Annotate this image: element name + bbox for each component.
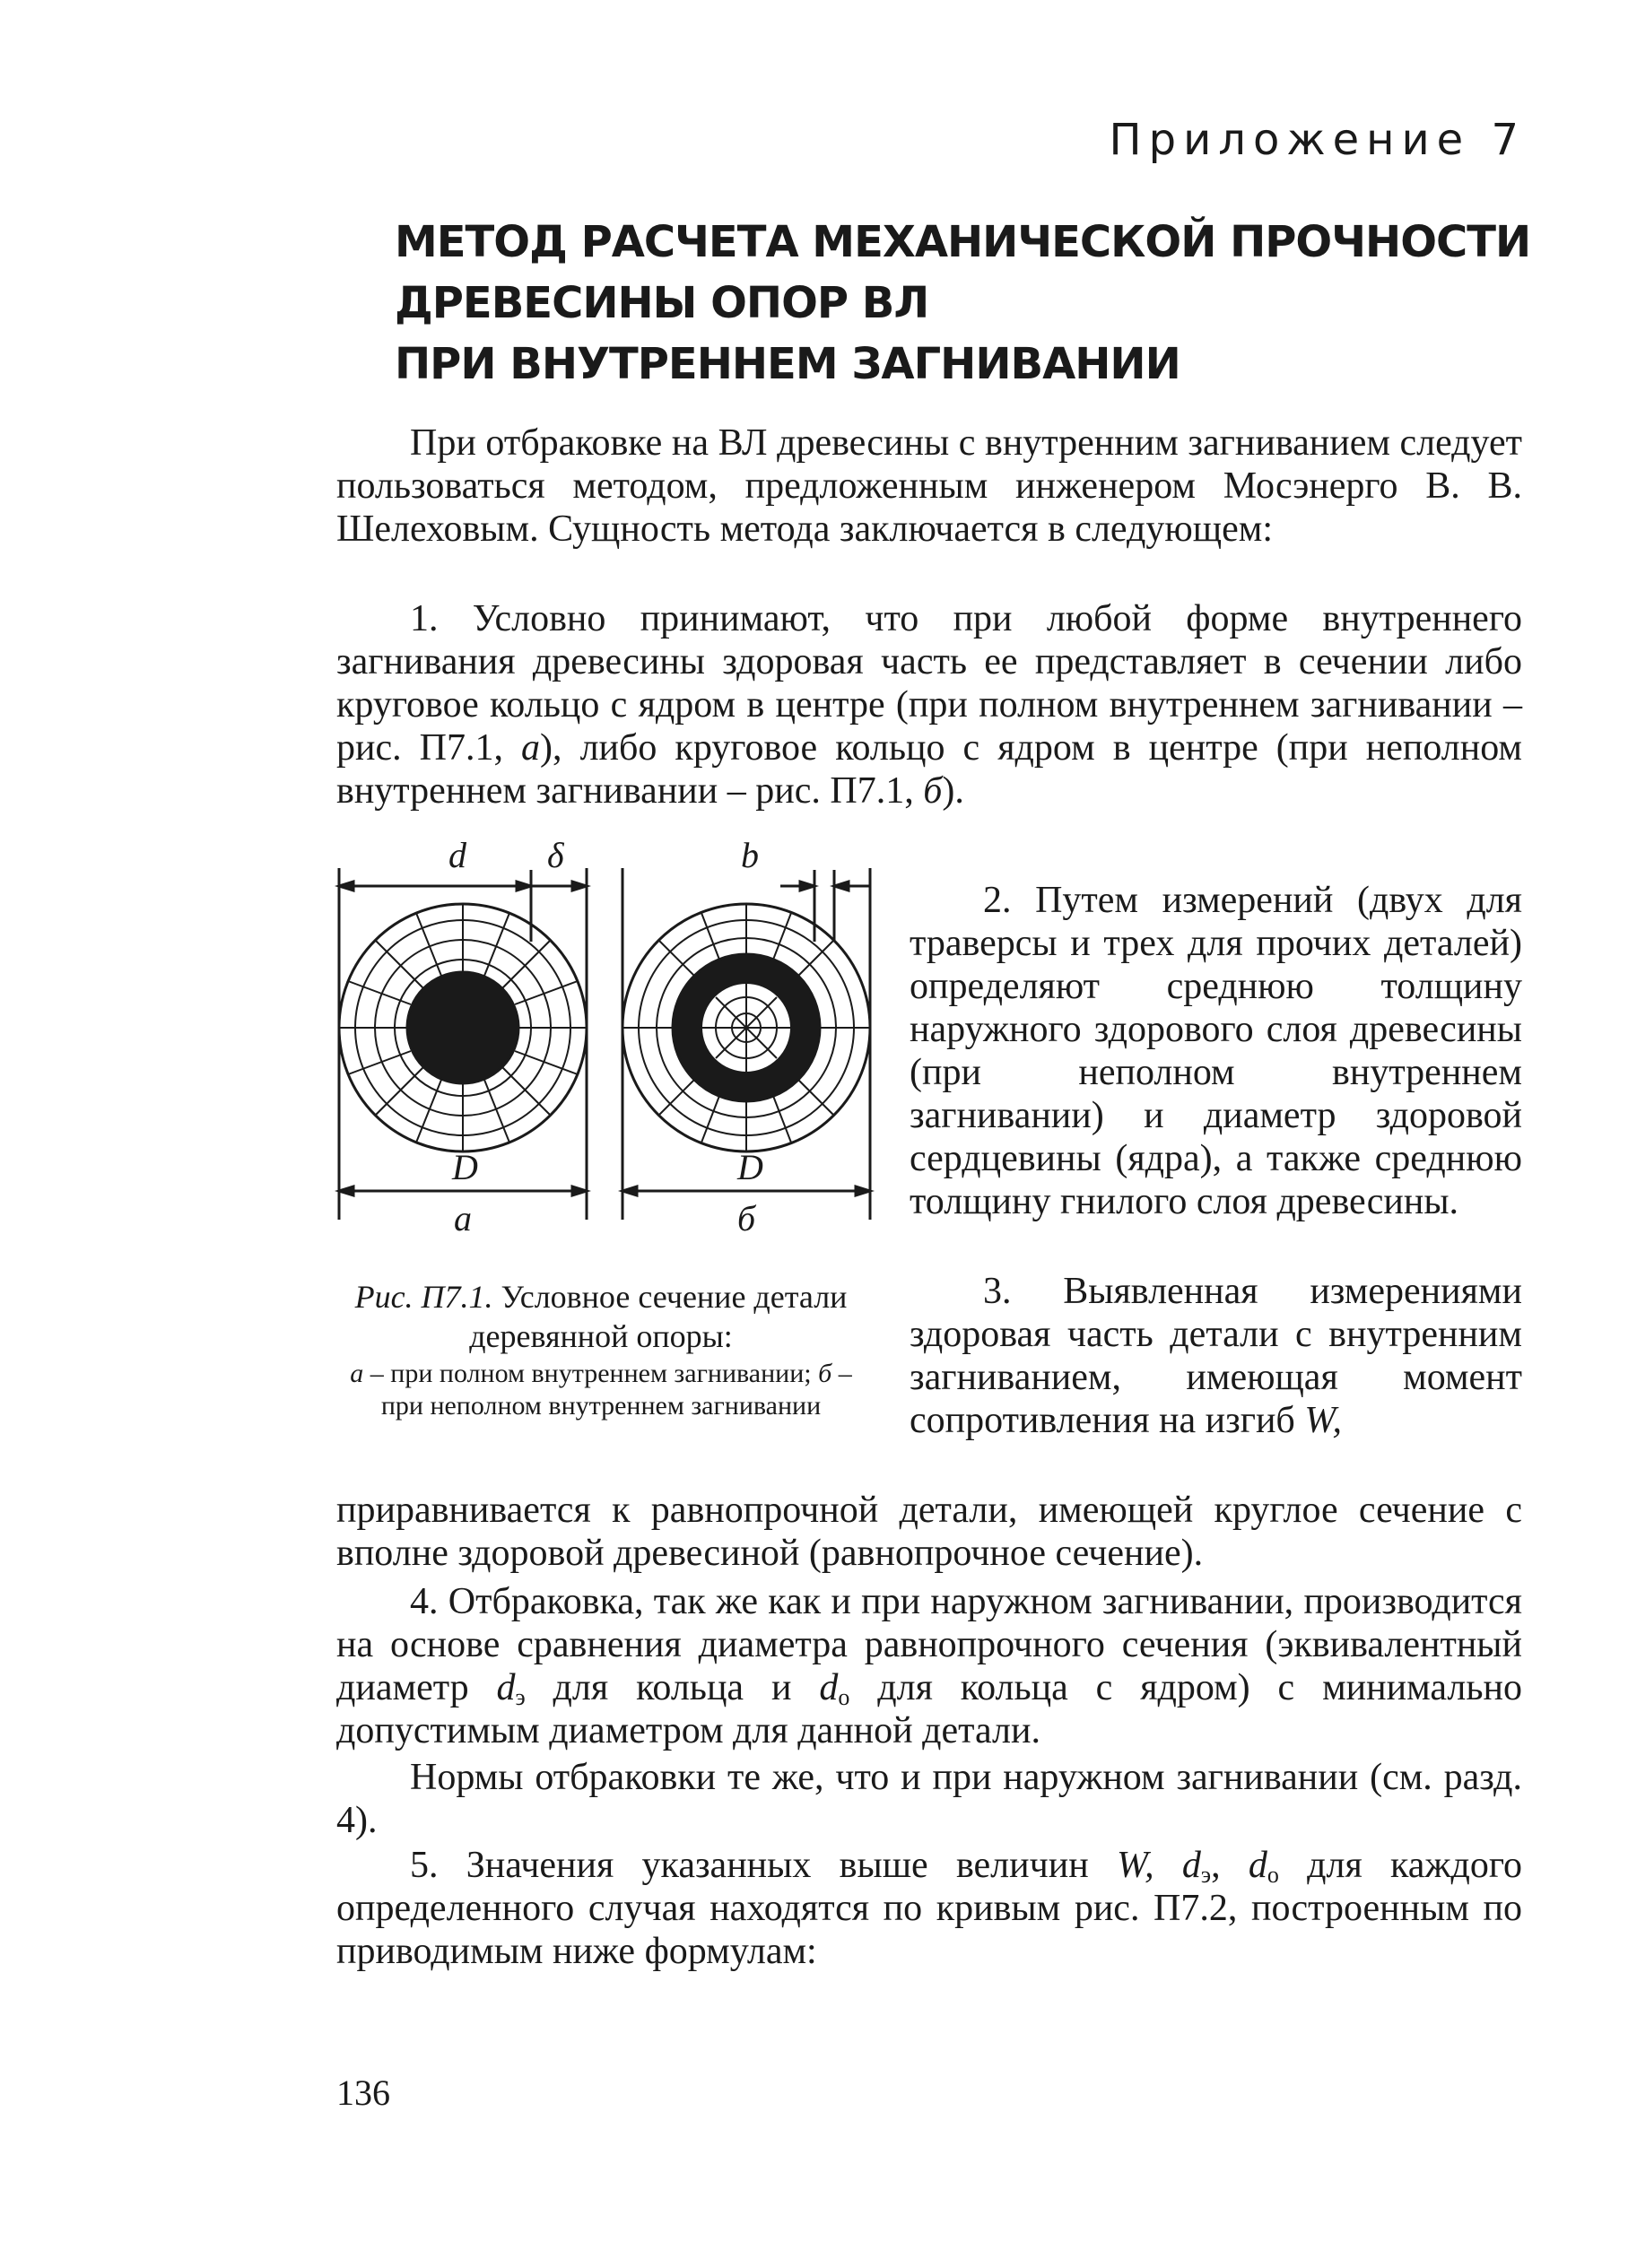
figure-p7-1	[332, 834, 879, 1238]
title-line-2: ДРЕВЕСИНЫ ОПОР ВЛ	[395, 278, 929, 328]
page-number: 136	[336, 2072, 390, 2113]
label-D-left: D	[452, 1147, 478, 1187]
appendix-label: Приложение 7	[1109, 115, 1526, 165]
title-line-3: ПРИ ВНУТРЕННЕМ ЗАГНИВАНИИ	[395, 339, 1180, 389]
item-3-paragraph-start: 3. Выявленная измерениями здоровая часть детали с внутренним загниванием, имеющая момент сопротивления на изгиб W,	[910, 1271, 1522, 1441]
figure-cross-sections	[332, 834, 879, 1238]
figure-caption: Рис. П7.1. Условное сечение детали деревянной опоры: а – при полном внутреннем загнивании; б – при неполном внутреннем загнивании	[350, 1279, 852, 1421]
page-title	[395, 212, 1531, 395]
item-5-paragraph: 5. Значения указанных выше величин W, $d_э$, $d_о$ для каждого определенного случая находятся по кривым рис. П7.2, построенным по приводимым ниже формулам:	[336, 1845, 1523, 1972]
item-2-paragraph: 2. Путем измерений (двух для траверсы и трех для прочих деталей) определяют среднюю толщину наружного здорового слоя древесины (при неполном внутреннем загнивании) и диаметр здоровой сердцевины (ядра), а также среднюю толщину гнилого слоя древесины.	[910, 880, 1522, 1222]
norms-paragraph: Нормы отбраковки те же, что и при наружном загнивании (см. разд. 4).	[336, 1757, 1522, 1841]
label-D-right: D	[737, 1147, 763, 1187]
caption-label: Рис. П7.1.	[354, 1279, 493, 1315]
title-line-1: МЕТОД РАСЧЕТА МЕХАНИЧЕСКОЙ ПРОЧНОСТИ	[395, 217, 1531, 267]
intro-paragraph: При отбраковке на ВЛ древесины с внутренним загниванием следует пользоваться методом, предложенным инженером Мосэнерго В. В. Шелеховым. Сущность метода заключается в следующем:	[336, 422, 1522, 550]
item-4-paragraph: 4. Отбраковка, так же как и при наружном загнивании, производится на основе сравнения диаметра равнопрочного сечения (эквивалентный диаметр $d_э$ для кольца и $d_о$ для кольца с ядром) с минимально допустимым диаметром для данной детали.	[336, 1581, 1522, 1751]
item-1-paragraph: 1. Условно принимают, что при любой форме внутреннего загнивания древесины здоровая часть ее представляет в сечении либо круговое кольцо с ядром в центре (при полном внутреннем загнивании – рис. П7.1, а), либо круговое кольцо с ядром в центре (при неполном внутреннем загнивании – рис. П7.1, б).	[336, 598, 1522, 812]
label-delta: δ	[547, 835, 564, 875]
label-bv: б	[737, 1198, 756, 1238]
label-b: b	[741, 835, 759, 875]
label-a: а	[454, 1198, 472, 1238]
item-3-paragraph-end: приравнивается к равнопрочной детали, имеющей круглое сечение с вполне здоровой древесиной (равнопрочное сечение).	[336, 1490, 1522, 1574]
label-d: d	[448, 835, 466, 875]
